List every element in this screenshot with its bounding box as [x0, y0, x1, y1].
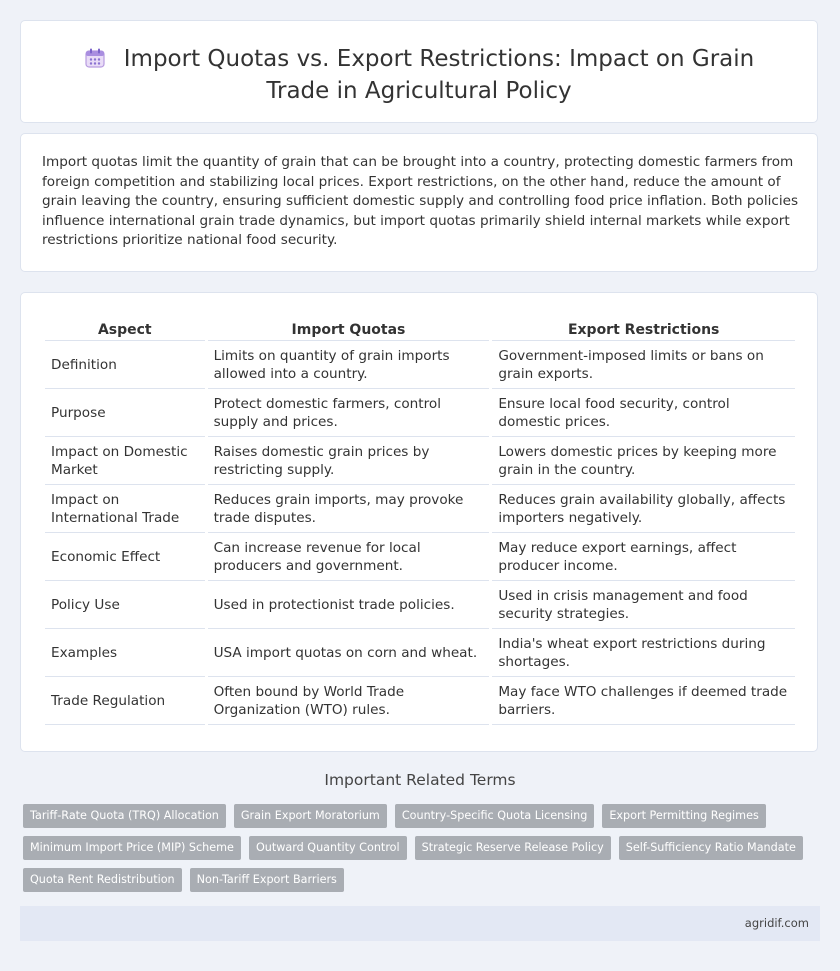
aspect-cell: Impact on Domestic Market: [45, 437, 205, 485]
title-text: Import Quotas vs. Export Restrictions: Impact on Grain Trade in Agricultural Policy: [123, 46, 755, 104]
export-cell: Reduces grain availability globally, affects importers negatively.: [492, 485, 795, 533]
table-row: [45, 341, 795, 389]
comparison-card: [20, 292, 818, 752]
comparison-table: [42, 316, 798, 725]
table-row: [45, 437, 795, 485]
footer: [20, 906, 820, 941]
import-cell: Used in protectionist trade policies.: [208, 581, 490, 629]
aspect-cell: Definition: [45, 341, 205, 389]
export-cell: Government-imposed limits or bans on grain exports.: [492, 341, 795, 389]
header-aspect: Aspect: [45, 316, 205, 341]
table-row: [45, 677, 795, 725]
table-row: [45, 629, 795, 677]
import-cell: Can increase revenue for local producers and government.: [208, 533, 490, 581]
aspect-cell: Economic Effect: [45, 533, 205, 581]
related-term-tag[interactable]: Outward Quantity Control: [249, 836, 407, 860]
export-cell: India's wheat export restrictions during shortages.: [492, 629, 795, 677]
related-term-tag[interactable]: Strategic Reserve Release Policy: [415, 836, 611, 860]
export-cell: Used in crisis management and food security strategies.: [492, 581, 795, 629]
import-cell: Reduces grain imports, may provoke trade disputes.: [208, 485, 490, 533]
calendar-icon: [84, 47, 106, 77]
header-card: [20, 20, 818, 123]
aspect-cell: Policy Use: [45, 581, 205, 629]
export-cell: Ensure local food security, control domestic prices.: [492, 389, 795, 437]
aspect-cell: Examples: [45, 629, 205, 677]
related-terms-list: [23, 804, 813, 892]
related-term-tag[interactable]: Export Permitting Regimes: [602, 804, 765, 828]
intro-card: [20, 133, 818, 272]
table-row: [45, 581, 795, 629]
related-term-tag[interactable]: Country-Specific Quota Licensing: [395, 804, 595, 828]
page-title: [21, 45, 817, 106]
related-term-tag[interactable]: Tariff-Rate Quota (TRQ) Allocation: [23, 804, 226, 828]
export-cell: May face WTO challenges if deemed trade barriers.: [492, 677, 795, 725]
site-link[interactable]: agridif.com: [744, 916, 809, 930]
table-row: [45, 389, 795, 437]
import-cell: Limits on quantity of grain imports allowed into a country.: [208, 341, 490, 389]
import-cell: USA import quotas on corn and wheat.: [208, 629, 490, 677]
aspect-cell: Purpose: [45, 389, 205, 437]
intro-text: Import quotas limit the quantity of grain that can be brought into a country, protecting domestic farmers from foreign competition and stabilizing local prices. Export restrictions, on the other hand, reduce the amount of grain leaving the country, ensuring sufficient domestic supply and controlling food price inflation. Both policies influence international grain trade dynamics, but import quotas primarily shield internal markets while export restrictions prioritize national food security.: [42, 154, 799, 249]
export-cell: May reduce export earnings, affect producer income.: [492, 533, 795, 581]
export-cell: Lowers domestic prices by keeping more grain in the country.: [492, 437, 795, 485]
title-row: [21, 45, 817, 106]
related-terms-heading: Important Related Terms: [324, 771, 516, 789]
related-term-tag[interactable]: Non-Tariff Export Barriers: [190, 868, 344, 892]
table-header-row: [45, 316, 795, 341]
related-term-tag[interactable]: Minimum Import Price (MIP) Scheme: [23, 836, 241, 860]
header-import-quotas: Import Quotas: [208, 316, 490, 341]
table-row: [45, 485, 795, 533]
related-term-tag[interactable]: Quota Rent Redistribution: [23, 868, 182, 892]
related-term-tag[interactable]: Self-Sufficiency Ratio Mandate: [619, 836, 803, 860]
aspect-cell: Impact on International Trade: [45, 485, 205, 533]
aspect-cell: Trade Regulation: [45, 677, 205, 725]
header-export-restrictions: Export Restrictions: [492, 316, 795, 341]
import-cell: Often bound by World Trade Organization (WTO) rules.: [208, 677, 490, 725]
table-row: [45, 533, 795, 581]
import-cell: Protect domestic farmers, control supply and prices.: [208, 389, 490, 437]
related-term-tag[interactable]: Grain Export Moratorium: [234, 804, 387, 828]
import-cell: Raises domestic grain prices by restricting supply.: [208, 437, 490, 485]
